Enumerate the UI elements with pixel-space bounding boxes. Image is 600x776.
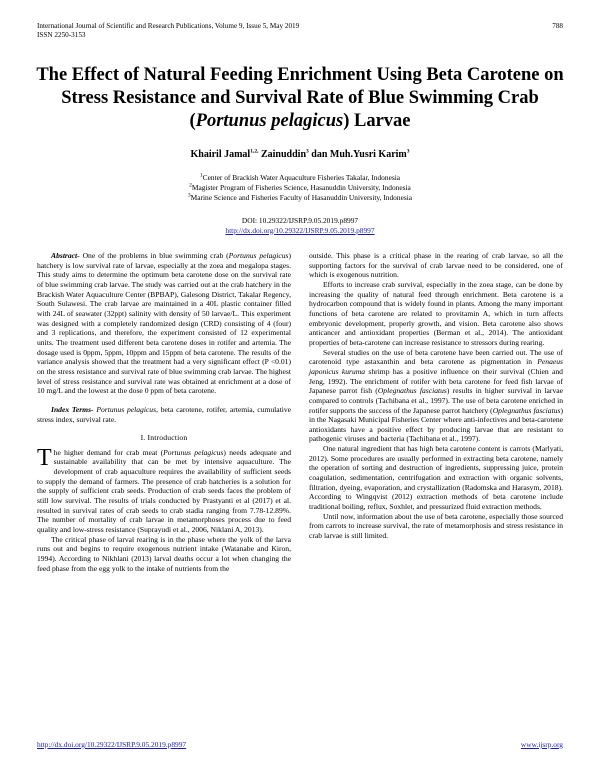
intro-paragraph: outside. This phase is a critical phase in the rearing of crab larvae, so all the supporting factors for the survival of crab larvae need to be considered, one of which is exogenous nutrition. (309, 251, 563, 280)
intro-paragraph: Efforts to increase crab survival, especially in the zoea stage, can be done by increasing the quality of natural feed through enrichment. Beta carotene is a hydrocarbon compound that is widely found in plants. Among the many important functions of beta carotene are related to provitamin A, which in turn affects embryonic development, properly growth, and vision. Beta carotene also shows anticancer and antioxidant properties (Berman et al., 2014). The antioxidant properties of beta-carotene can increase resistance to stressors during rearing. (309, 279, 563, 347)
author-2-affil: 3 (306, 148, 309, 155)
left-column (37, 251, 291, 573)
affiliations (36, 173, 564, 203)
paper-title (36, 64, 564, 133)
affiliation: $^2$Magister Program of Fisheries Science, Hasanuddin University, Indonesia (189, 182, 411, 192)
title-species: Portunus pelagicus (195, 111, 344, 131)
title-part1: The Effect of Natural Feeding Enrichment Using Beta Carotene on Stress Resistance and Survival Rate of Blue Swimming Crab ( (36, 65, 564, 131)
doi-block (36, 216, 564, 235)
intro-paragraph: One natural ingredient that has high beta carotene content is carrots (Marlyati, 2012). Some procedures are usually performed in extracting beta carotene, namely the operation of sorting and destruction of ingredients, suppressing juice, protein coagulation, sedimentation, centrifugation and extraction with organic solvents, filtration, dyeing, evaporation, and crystallization (Radomska and Harasym, 2018). According to Wingqvist (2012) extraction methods of beta carotene include traditional boiling, reflux, Soxhlet, and pressurized fluid extraction methods. (309, 444, 563, 512)
affiliation: $^3$Marine Science and Fisheries Faculty of Hasanuddin University, Indonesia (187, 192, 413, 202)
title-part2: ) Larvae (343, 111, 411, 131)
intro-paragraph: Several studies on the use of beta carotene have been carried out. The use of carotenoid type astaxanthin and beta carotene as pigmentation in Penaeus japonicus kuruma shrimp has a positive influence on their survival (Chien and Jeng, 1992). The enrichment of rotifer with beta carotene for feed fish larvae of Japanese parrot fish (Oplegnathus fasciatus) results in higher survival in larvae compared to controls (Tachibana et al., 1997). The use of beta carotene enriched in rotifer supports the success of the Japanese parrot hatchery (Oplegnathus fasciatus) in the Nagasaki Municipal Fisheries Center where anti-infectives and beta-carotene antioxidants have a positive effect by producing larvae that are resistant to pathogenic viruses and bacteria (Tachibana et al., 1997). (309, 347, 563, 444)
footer-doi-link[interactable]: http://dx.doi.org/10.29322/IJSRP.9.05.2019.p8997 (37, 740, 187, 749)
running-header (37, 22, 563, 40)
authors (36, 149, 564, 160)
index-terms-label: Index Terms- (51, 404, 94, 414)
intro-paragraph: Until now, information about the use of beta carotene, especially those sourced from carrots to increase survival, the rate of metamorphosis and stress resistance in crab larvae is still limited. (309, 511, 563, 541)
footer-site-link[interactable]: www.ijsrp.org (520, 740, 563, 749)
drop-cap: T (37, 444, 52, 471)
section-heading-introduction: I. Introduction (140, 433, 188, 443)
issn: ISSN 2250-3153 (37, 31, 86, 39)
doi-link[interactable]: http://dx.doi.org/10.29322/IJSRP.9.05.2019.p8997 (225, 225, 375, 235)
page-footer (37, 740, 563, 749)
page-number: 788 (552, 22, 563, 30)
affiliation: $^1$Center of Brackish Water Aquaculture Fisheries Takalar, Indonesia (199, 172, 401, 182)
author-2: Zainuddin (258, 149, 307, 160)
abstract: Abstract- One of the problems in blue swimming crab (Portunus pelagicus) hatchery is low survival rate of larvae, especially at the zoea and megalopa stages. This study aims to determine the optimum beta carotene dose on the survival rate of blue swimming crab larvae. The study was carried out at the crab hatchery in the Brackish Water Aquaculture Center (BPBAP), Galesong District, Takalar Regency, South Sulawesi. The crab larvae are maintained in a 40L plastic container filled with 24L of seawater (32ppt) salinity with density of 50 larvae/L. This experiment was designed with a completely randomized design (CRD) consisting of 4 (four) and 3 replications, and therefore, the experiment consisted of 12 experimental units. The treatment used different beta carotene doses in rotifer and artemia. The dosage used is 0ppm, 5ppm, 10ppm and 15ppm of beta carotene. The results of the variance analysis showed that the treatment had a very significant effect (P <0.01) on the stress resistance and survival rate of blue swimming crab larvae. The highest level of stress resistance and survival rate was obtained at enrichment at a dose of 10 mg/L and the lowest at the dose 0 ppm of beta carotene. (37, 251, 291, 396)
intro-paragraph: The critical phase of larval rearing is in the phase where the yolk of the larva runs out and begins to require exogenous nutrient intake (Watanabe and Kiron, 1994). According to Nikhlani (2013) larval deaths occur a lot when changing the feed phase from the egg yolk to the intake of nutrients from the (37, 534, 291, 573)
index-terms: Index Terms- Portunus pelagicus, beta carotene, rotifer, artemia, cumulative stress index, survival rate. (37, 404, 292, 424)
author-1: Khairil Jamal (190, 149, 251, 160)
right-column (309, 251, 563, 541)
abstract-label: Abstract- (51, 251, 80, 260)
author-1-affil: 1,2, (250, 148, 259, 155)
author-3-affil: 3 (406, 148, 410, 155)
journal-name: International Journal of Scientific and Research Publications, Volume 9, Issue 5, May 2019 (37, 22, 300, 30)
author-3: dan Muh.Yusri Karim (311, 149, 407, 160)
intro-paragraph: The higher demand for crab meat (Portunus pelagicus) needs adequate and sustainable availability that can be met by intensive aquaculture. The development of crab aquaculture requires the availability of sufficient seeds to supply the demand of farmers. The presence of crab hatcheries is a solution for the supply of sufficient crab seeds. Production of crab seeds faces the problem of still low survival. The results of trials conducted by Prastyanti et al (2017) et al. resulted in survival rates of crab seeds to crab stadia ranging from 7.78-12.89%. The number of mortality of crab larvae in metamorphoses process due to feed quality and low-stress resistance (Suprayudi et al., 2006, Niklani A, 2013). (37, 444, 291, 535)
doi-text: DOI: 10.29322/IJSRP.9.05.2019.p8997 (241, 216, 359, 225)
